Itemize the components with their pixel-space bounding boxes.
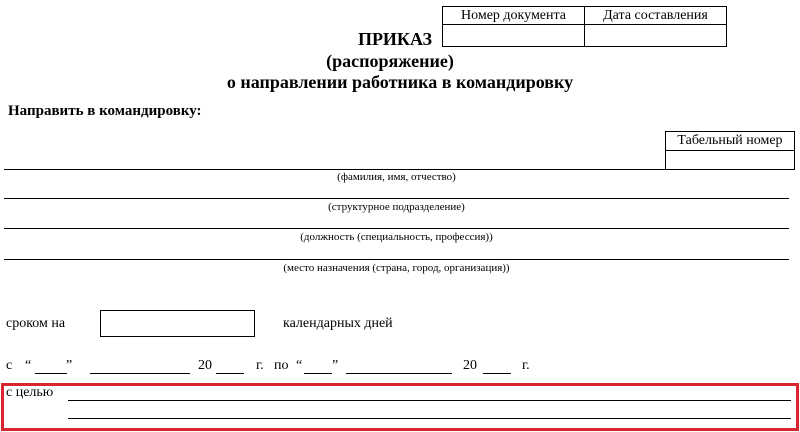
purpose-label: с целью [6, 385, 54, 400]
document-number-field[interactable] [443, 25, 585, 47]
document-date-header: Дата составления [585, 7, 727, 25]
quote-close-to: ” [332, 358, 339, 373]
order-description: о направлении работника в командировку [226, 72, 574, 92]
purpose-highlight [1, 383, 799, 431]
fio-caption: (фамилия, имя, отчество) [337, 171, 456, 183]
tab-number-field[interactable] [666, 151, 795, 170]
quote-open-to: “ [296, 358, 303, 373]
duration-days-field[interactable] [100, 310, 255, 337]
document-info-table [442, 6, 727, 47]
year-suffix-to: г. [522, 358, 530, 373]
month-to-field[interactable] [346, 373, 452, 374]
year-suffix-from: г. [256, 358, 264, 373]
year-from-field[interactable] [216, 373, 244, 374]
position-caption: (должность (специальность, профессия)) [300, 231, 493, 243]
department-caption: (структурное подразделение) [328, 201, 465, 213]
quote-close-from: ” [66, 358, 73, 373]
fio-line[interactable] [4, 169, 665, 170]
month-from-field[interactable] [90, 373, 190, 374]
order-title: ПРИКАЗ [357, 29, 433, 49]
purpose-line-2[interactable] [68, 418, 791, 419]
destination-caption: (место назначения (страна, город, организация)) [283, 262, 510, 274]
department-line[interactable] [4, 198, 789, 199]
position-line[interactable] [4, 228, 789, 229]
document-date-field[interactable] [585, 25, 727, 47]
purpose-line-1[interactable] [68, 400, 791, 401]
year-prefix-to: 20 [463, 358, 477, 373]
tab-number-table [665, 131, 795, 170]
day-from-field[interactable] [35, 373, 67, 374]
destination-line[interactable] [4, 259, 789, 260]
year-to-field[interactable] [483, 373, 511, 374]
order-subtitle: (распоряжение) [326, 51, 454, 71]
date-from-label: с [6, 358, 13, 373]
date-to-label: по [274, 358, 289, 373]
duration-prefix: сроком на [6, 316, 66, 331]
document-number-header: Номер документа [443, 7, 585, 25]
year-prefix-from: 20 [198, 358, 212, 373]
duration-suffix: календарных дней [283, 316, 393, 331]
quote-open-from: “ [25, 358, 32, 373]
day-to-field[interactable] [304, 373, 332, 374]
tab-number-header: Табельный номер [666, 132, 795, 151]
section-heading: Направить в командировку: [8, 103, 202, 119]
